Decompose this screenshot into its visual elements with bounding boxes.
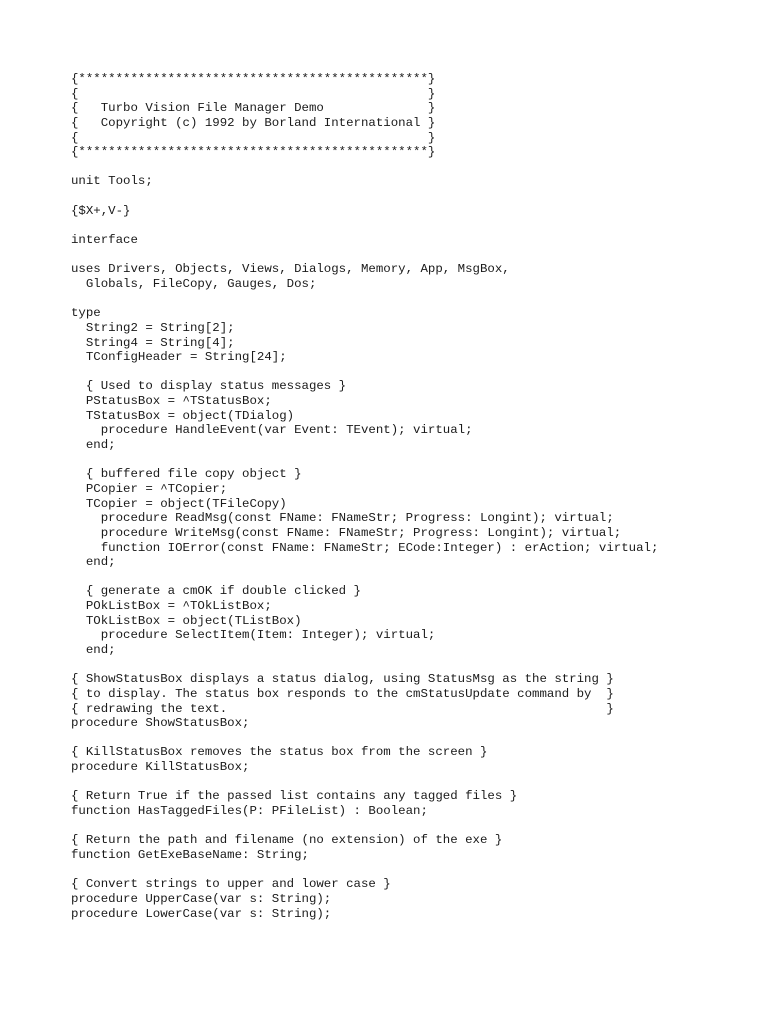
- code-line: { Copyright (c) 1992 by Borland International }: [71, 115, 436, 130]
- code-line: { Return the path and filename (no extension) of the exe }: [71, 833, 503, 848]
- code-line: unit Tools;: [71, 174, 153, 189]
- code-line: [71, 658, 658, 673]
- code-line: function HasTaggedFiles(P: PFileList) : Boolean;: [71, 804, 428, 819]
- code-line: [71, 570, 658, 585]
- code-line: Globals, FileCopy, Gauges, Dos;: [71, 276, 317, 291]
- code-line: {$X+,V-}: [71, 203, 131, 218]
- code-line: TConfigHeader = String[24];: [71, 350, 287, 365]
- code-line: { redrawing the text. }: [71, 701, 614, 716]
- code-line: [71, 775, 658, 790]
- code-line: { generate a cmOK if double clicked }: [71, 584, 361, 599]
- code-line: procedure SelectItem(Item: Integer); virtual;: [71, 628, 436, 643]
- code-line: PCopier = ^TCopier;: [71, 481, 228, 496]
- source-code-listing: [71, 72, 658, 921]
- code-line: { buffered file copy object }: [71, 467, 302, 482]
- code-line: { Turbo Vision File Manager Demo }: [71, 101, 436, 116]
- code-line: [71, 160, 658, 175]
- code-line: { to display. The status box responds to the cmStatusUpdate command by }: [71, 686, 614, 701]
- code-line: TStatusBox = object(TDialog): [71, 408, 295, 423]
- code-line: { }: [71, 130, 436, 145]
- code-line: { Used to display status messages }: [71, 379, 347, 394]
- code-line: [71, 863, 658, 878]
- code-line: interface: [71, 233, 138, 248]
- code-line: POkListBox = ^TOkListBox;: [71, 599, 272, 614]
- code-line: {***********************************************}: [71, 145, 436, 160]
- code-line: [71, 189, 658, 204]
- code-line: end;: [71, 438, 116, 453]
- code-line: { ShowStatusBox displays a status dialog, using StatusMsg as the string }: [71, 672, 614, 687]
- code-line: procedure UpperCase(var s: String);: [71, 891, 332, 906]
- code-line: [71, 819, 658, 834]
- code-line: [71, 365, 658, 380]
- code-line: TCopier = object(TFileCopy): [71, 496, 287, 511]
- code-line: end;: [71, 555, 116, 570]
- code-line: TOkListBox = object(TListBox): [71, 613, 302, 628]
- code-line: procedure HandleEvent(var Event: TEvent); virtual;: [71, 423, 473, 438]
- code-line: function IOError(const FName: FNameStr; ECode:Integer) : erAction; virtual;: [71, 540, 659, 555]
- code-line: procedure LowerCase(var s: String);: [71, 906, 332, 921]
- code-line: String4 = String[4];: [71, 335, 235, 350]
- code-line: end;: [71, 642, 116, 657]
- code-line: procedure KillStatusBox;: [71, 760, 250, 775]
- code-line: [71, 218, 658, 233]
- code-line: { }: [71, 86, 436, 101]
- code-line: [71, 731, 658, 746]
- code-line: [71, 248, 658, 263]
- code-line: { KillStatusBox removes the status box from the screen }: [71, 745, 488, 760]
- code-line: procedure ShowStatusBox;: [71, 716, 250, 731]
- code-line: type: [71, 306, 101, 321]
- code-line: String2 = String[2];: [71, 320, 235, 335]
- code-line: {***********************************************}: [71, 72, 436, 86]
- code-line: procedure ReadMsg(const FName: FNameStr; Progress: Longint); virtual;: [71, 511, 614, 526]
- code-line: { Convert strings to upper and lower case }: [71, 877, 391, 892]
- code-line: function GetExeBaseName: String;: [71, 847, 309, 862]
- code-line: uses Drivers, Objects, Views, Dialogs, Memory, App, MsgBox,: [71, 262, 510, 277]
- code-line: { Return True if the passed list contains any tagged files }: [71, 789, 518, 804]
- code-line: procedure WriteMsg(const FName: FNameStr; Progress: Longint); virtual;: [71, 525, 622, 540]
- code-line: [71, 292, 658, 307]
- code-line: [71, 453, 658, 468]
- code-line: PStatusBox = ^TStatusBox;: [71, 394, 272, 409]
